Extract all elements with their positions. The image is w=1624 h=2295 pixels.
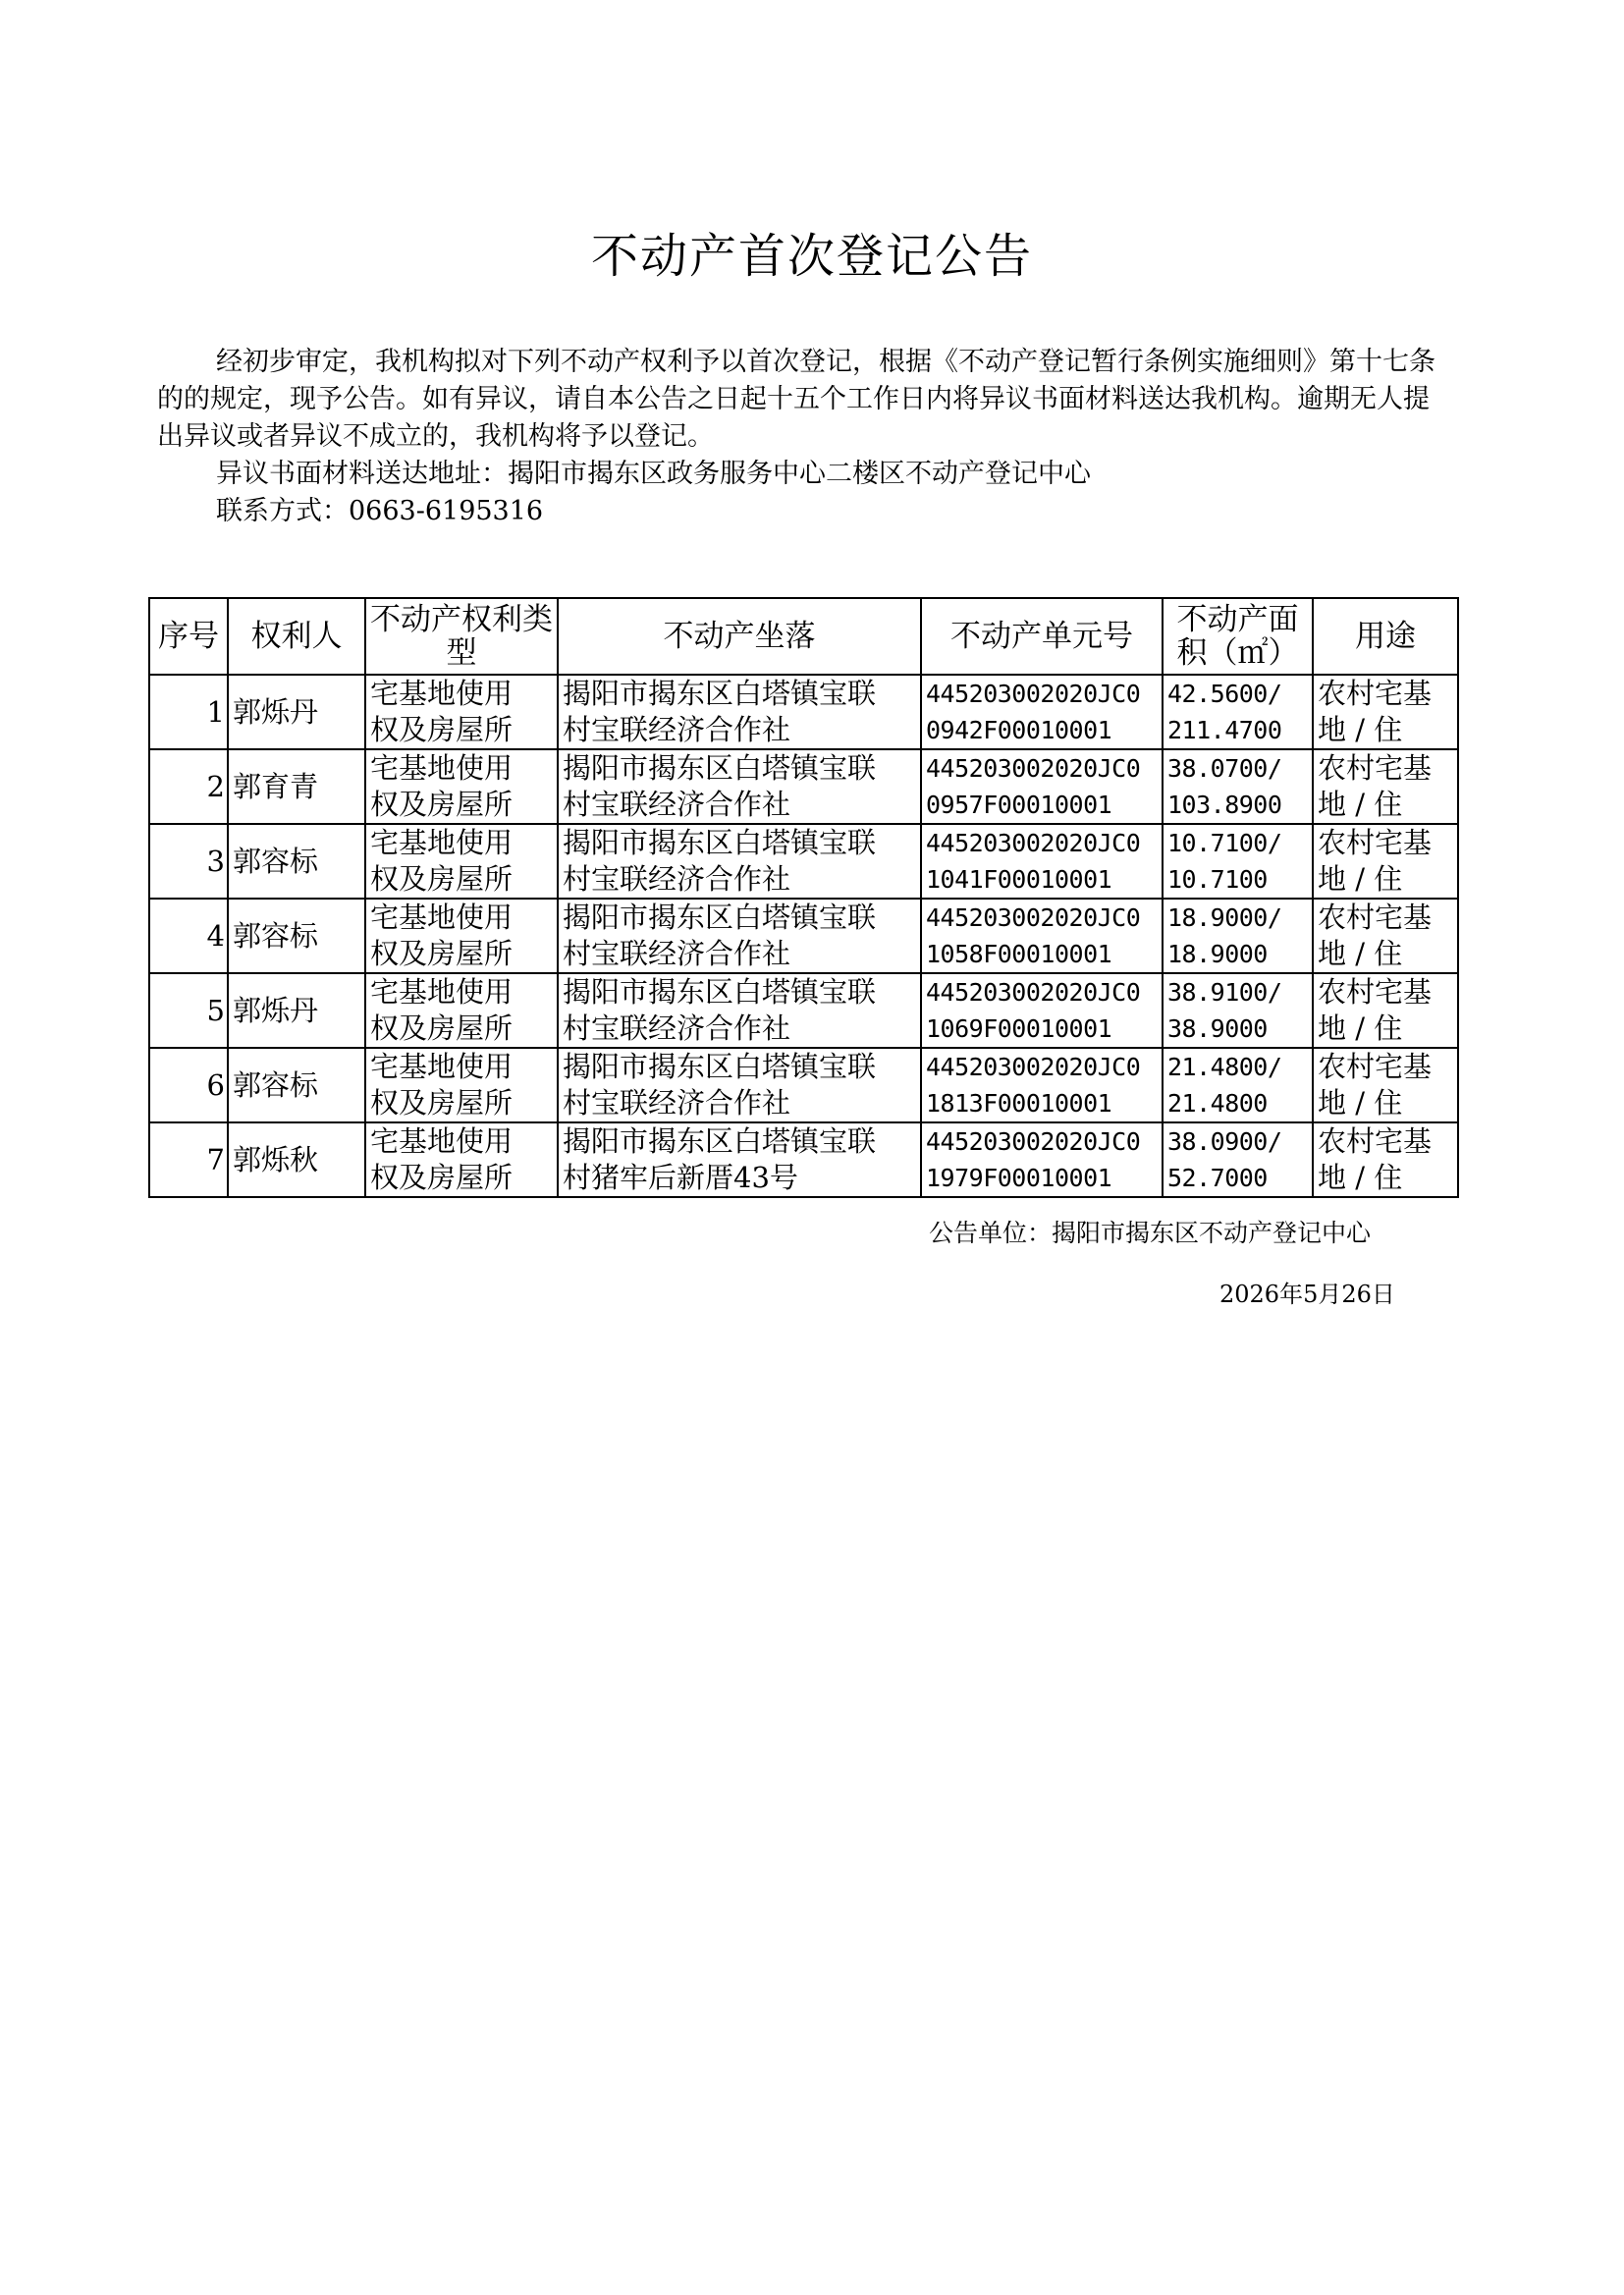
cell-location: 揭阳市揭东区白塔镇宝联 村宝联经济合作社: [558, 749, 921, 824]
cell-use: 农村宅基 地 / 住: [1313, 973, 1458, 1048]
cell-area: 18.9000/ 18.9000: [1163, 899, 1313, 973]
table-row: [149, 749, 1458, 824]
notice-paragraph: 经初步审定，我机构拟对下列不动产权利予以首次登记，根据《不动产登记暂行条例实施细则》第十七条的的规定，现予公告。如有异议，请自本公告之日起十五个工作日内将异议书面材料送达我机构。逾期无人提出异议或者异议不成立的，我机构将予以登记。: [157, 347, 1435, 452]
cell-seq: 5: [149, 973, 228, 1048]
notice-intro: [157, 344, 1453, 530]
cell-area: 10.7100/ 10.7100: [1163, 824, 1313, 899]
cell-unit-number: 445203002020JC0 1069F00010001: [921, 973, 1163, 1048]
cell-area: 38.0700/ 103.8900: [1163, 749, 1313, 824]
objection-address: 异议书面材料送达地址：揭阳市揭东区政务服务中心二楼区不动产登记中心: [216, 459, 1091, 489]
cell-unit-number: 445203002020JC0 1813F00010001: [921, 1048, 1163, 1122]
page-title: 不动产首次登记公告: [590, 229, 1033, 284]
cell-use: 农村宅基 地 / 住: [1313, 1122, 1458, 1197]
table-row: [149, 899, 1458, 973]
cell-owner: 郭容标: [228, 824, 365, 899]
cell-seq: 7: [149, 1122, 228, 1197]
cell-right-type: 宅基地使用 权及房屋所: [365, 824, 558, 899]
cell-owner: 郭烁丹: [228, 973, 365, 1048]
cell-seq: 1: [149, 675, 228, 749]
cell-area: 42.5600/ 211.4700: [1163, 675, 1313, 749]
table-row: [149, 824, 1458, 899]
cell-location: 揭阳市揭东区白塔镇宝联 村宝联经济合作社: [558, 824, 921, 899]
cell-right-type: 宅基地使用 权及房屋所: [365, 973, 558, 1048]
cell-use: 农村宅基 地 / 住: [1313, 899, 1458, 973]
registration-table: [148, 597, 1459, 1198]
cell-location: 揭阳市揭东区白塔镇宝联 村宝联经济合作社: [558, 675, 921, 749]
cell-owner: 郭育青: [228, 749, 365, 824]
cell-unit-number: 445203002020JC0 1979F00010001: [921, 1122, 1163, 1197]
cell-right-type: 宅基地使用 权及房屋所: [365, 749, 558, 824]
header-owner: 权利人: [228, 598, 365, 675]
header-unit-number: 不动产单元号: [921, 598, 1163, 675]
table-row: [149, 1122, 1458, 1197]
contact-info: 联系方式：0663-6195316: [216, 496, 544, 526]
cell-right-type: 宅基地使用 权及房屋所: [365, 899, 558, 973]
header-area: 不动产面积（㎡）: [1163, 598, 1313, 675]
cell-right-type: 宅基地使用 权及房屋所: [365, 1122, 558, 1197]
cell-location: 揭阳市揭东区白塔镇宝联 村宝联经济合作社: [558, 973, 921, 1048]
cell-owner: 郭容标: [228, 1048, 365, 1122]
cell-location: 揭阳市揭东区白塔镇宝联 村宝联经济合作社: [558, 899, 921, 973]
cell-seq: 2: [149, 749, 228, 824]
cell-unit-number: 445203002020JC0 0942F00010001: [921, 675, 1163, 749]
cell-area: 38.9100/ 38.9000: [1163, 973, 1313, 1048]
cell-use: 农村宅基 地 / 住: [1313, 675, 1458, 749]
cell-unit-number: 445203002020JC0 1041F00010001: [921, 824, 1163, 899]
cell-area: 21.4800/ 21.4800: [1163, 1048, 1313, 1122]
cell-unit-number: 445203002020JC0 0957F00010001: [921, 749, 1163, 824]
cell-seq: 4: [149, 899, 228, 973]
cell-seq: 6: [149, 1048, 228, 1122]
cell-use: 农村宅基 地 / 住: [1313, 749, 1458, 824]
cell-use: 农村宅基 地 / 住: [1313, 1048, 1458, 1122]
cell-right-type: 宅基地使用 权及房屋所: [365, 1048, 558, 1122]
header-right-type: 不动产权利类型: [365, 598, 558, 675]
cell-owner: 郭烁秋: [228, 1122, 365, 1197]
notice-date: 2026年5月26日: [1219, 1281, 1395, 1308]
cell-location: 揭阳市揭东区白塔镇宝联 村猪牢后新厝43号: [558, 1122, 921, 1197]
cell-owner: 郭烁丹: [228, 675, 365, 749]
issuing-unit: 公告单位：揭阳市揭东区不动产登记中心: [929, 1219, 1372, 1247]
cell-use: 农村宅基 地 / 住: [1313, 824, 1458, 899]
header-seq: 序号: [149, 598, 228, 675]
cell-area: 38.0900/ 52.7000: [1163, 1122, 1313, 1197]
cell-owner: 郭容标: [228, 899, 365, 973]
cell-seq: 3: [149, 824, 228, 899]
cell-right-type: 宅基地使用 权及房屋所: [365, 675, 558, 749]
header-location: 不动产坐落: [558, 598, 921, 675]
table-row: [149, 675, 1458, 749]
table-header-row: [149, 598, 1458, 675]
header-use: 用途: [1313, 598, 1458, 675]
table-row: [149, 973, 1458, 1048]
table-row: [149, 1048, 1458, 1122]
cell-location: 揭阳市揭东区白塔镇宝联 村宝联经济合作社: [558, 1048, 921, 1122]
cell-unit-number: 445203002020JC0 1058F00010001: [921, 899, 1163, 973]
